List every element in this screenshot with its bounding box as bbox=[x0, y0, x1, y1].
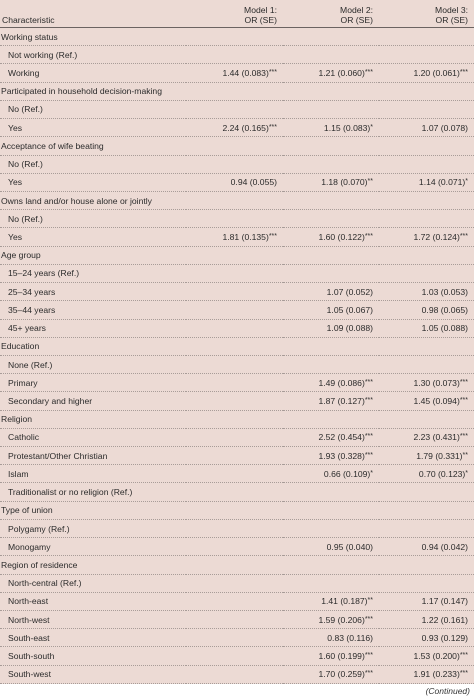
model-2-cell bbox=[283, 410, 379, 428]
model-3-cell bbox=[379, 392, 474, 410]
table-body bbox=[0, 28, 474, 684]
model-2-cell bbox=[283, 574, 379, 592]
section-label: Religion bbox=[0, 410, 186, 428]
odds-ratio-value: 1.22 (0.161) bbox=[421, 614, 468, 625]
model-3-cell bbox=[379, 556, 474, 574]
model-3-cell bbox=[379, 283, 474, 301]
odds-ratio-value: 1.20 (0.061) bbox=[413, 68, 460, 79]
significance-marker: *** bbox=[364, 451, 373, 459]
row-label: North-east bbox=[0, 592, 186, 610]
model-3-cell bbox=[379, 428, 474, 446]
model-2-cell bbox=[283, 629, 379, 647]
model-3-cell bbox=[379, 611, 474, 629]
odds-ratio-value: 1.05 (0.067) bbox=[326, 304, 373, 315]
row-label: Polygamy (Ref.) bbox=[0, 519, 186, 537]
significance-marker: *** bbox=[268, 233, 277, 241]
significance-marker: * bbox=[370, 123, 373, 131]
row-label: Secondary and higher bbox=[0, 392, 186, 410]
significance-marker: *** bbox=[459, 233, 468, 241]
model-1-cell bbox=[186, 592, 283, 610]
significance-marker: *** bbox=[459, 69, 468, 77]
model-2-cell bbox=[283, 228, 379, 246]
significance-marker: *** bbox=[268, 123, 277, 131]
model-1-cell bbox=[186, 28, 283, 46]
model-3-cell bbox=[379, 64, 474, 82]
significance-marker: *** bbox=[364, 652, 373, 660]
significance-marker: *** bbox=[459, 433, 468, 441]
odds-ratio-value: 1.59 (0.206) bbox=[318, 614, 365, 625]
odds-ratio-value: 1.70 (0.259) bbox=[318, 669, 365, 680]
model-2-cell bbox=[283, 428, 379, 446]
section-row bbox=[0, 410, 474, 428]
section-label: Type of union bbox=[0, 501, 186, 519]
significance-marker: *** bbox=[459, 378, 468, 386]
row-label: 35–44 years bbox=[0, 301, 186, 319]
model-1-cell bbox=[186, 428, 283, 446]
model-1-cell bbox=[186, 82, 283, 100]
model-2-cell bbox=[283, 501, 379, 519]
model-2-cell bbox=[283, 301, 379, 319]
table-row bbox=[0, 483, 474, 501]
odds-ratio-value: 1.87 (0.127) bbox=[318, 395, 365, 406]
model-2-cell bbox=[283, 556, 379, 574]
odds-ratio-value: 1.72 (0.124) bbox=[413, 232, 460, 243]
model-1-cell bbox=[186, 574, 283, 592]
model-1-cell bbox=[186, 246, 283, 264]
model-1-cell bbox=[186, 119, 283, 137]
significance-marker: * bbox=[465, 178, 468, 186]
model-2-cell bbox=[283, 64, 379, 82]
table-row bbox=[0, 428, 474, 446]
model-2-cell bbox=[283, 264, 379, 282]
section-label: Owns land and/or house alone or jointly bbox=[0, 191, 186, 209]
model-3-cell bbox=[379, 46, 474, 64]
model-1-cell bbox=[186, 283, 283, 301]
model-3-cell bbox=[379, 82, 474, 100]
odds-ratio-value: 1.53 (0.200) bbox=[413, 651, 460, 662]
table-row bbox=[0, 283, 474, 301]
model-1-header bbox=[186, 0, 283, 28]
model-2-cell bbox=[283, 647, 379, 665]
model-3-cell bbox=[379, 447, 474, 465]
odds-ratio-value: 1.49 (0.086) bbox=[318, 377, 365, 388]
model-3-cell bbox=[379, 246, 474, 264]
model-1-cell bbox=[186, 46, 283, 64]
model-3-cell bbox=[379, 191, 474, 209]
model-1-cell bbox=[186, 374, 283, 392]
model-2-cell bbox=[283, 283, 379, 301]
section-row bbox=[0, 28, 474, 46]
model-2-cell bbox=[283, 137, 379, 155]
model-2-cell bbox=[283, 246, 379, 264]
odds-ratio-value: 1.21 (0.060) bbox=[318, 68, 365, 79]
significance-marker: *** bbox=[459, 396, 468, 404]
table-row bbox=[0, 173, 474, 191]
model-2-cell bbox=[283, 392, 379, 410]
table-row bbox=[0, 119, 474, 137]
section-row bbox=[0, 137, 474, 155]
table-row bbox=[0, 46, 474, 64]
odds-ratio-value: 0.94 (0.042) bbox=[421, 541, 468, 552]
model-3-cell bbox=[379, 210, 474, 228]
odds-ratio-value: 1.60 (0.122) bbox=[318, 232, 365, 243]
odds-ratio-value: 0.83 (0.116) bbox=[327, 632, 373, 643]
significance-marker: *** bbox=[268, 69, 277, 77]
significance-marker: *** bbox=[364, 615, 373, 623]
odds-ratio-value: 1.09 (0.088) bbox=[326, 323, 373, 334]
model-1-cell bbox=[186, 264, 283, 282]
row-label: Monogamy bbox=[0, 538, 186, 556]
odds-ratio-value: 1.17 (0.147) bbox=[421, 596, 468, 607]
table-row bbox=[0, 228, 474, 246]
model-2-cell bbox=[283, 611, 379, 629]
model-2-cell bbox=[283, 173, 379, 191]
row-label: Islam bbox=[0, 465, 186, 483]
odds-ratio-value: 0.66 (0.109) bbox=[323, 468, 371, 479]
section-row bbox=[0, 82, 474, 100]
odds-ratio-value: 1.93 (0.328) bbox=[318, 450, 365, 461]
odds-ratio-value: 1.44 (0.083) bbox=[222, 68, 269, 79]
table-row bbox=[0, 301, 474, 319]
significance-marker: * bbox=[370, 469, 373, 477]
odds-ratio-value: 0.98 (0.065) bbox=[421, 304, 468, 315]
table-row bbox=[0, 592, 474, 610]
section-row bbox=[0, 501, 474, 519]
model-2-cell bbox=[283, 155, 379, 173]
model-1-cell bbox=[186, 137, 283, 155]
table-row bbox=[0, 210, 474, 228]
model-2-cell bbox=[283, 465, 379, 483]
model-2-name: Model 2: bbox=[340, 5, 373, 15]
odds-ratio-value: 1.18 (0.070) bbox=[321, 177, 368, 188]
model-1-cell bbox=[186, 191, 283, 209]
row-label: South-east bbox=[0, 629, 186, 647]
model-3-sub: OR (SE) bbox=[435, 15, 468, 25]
significance-marker: ** bbox=[462, 451, 468, 459]
model-1-cell bbox=[186, 355, 283, 373]
model-1-cell bbox=[186, 100, 283, 118]
table-row bbox=[0, 155, 474, 173]
row-label: Catholic bbox=[0, 428, 186, 446]
model-3-cell bbox=[379, 264, 474, 282]
model-3-cell bbox=[379, 319, 474, 337]
model-2-cell bbox=[283, 519, 379, 537]
section-label: Acceptance of wife beating bbox=[0, 137, 186, 155]
model-3-cell bbox=[379, 410, 474, 428]
row-label: No (Ref.) bbox=[0, 100, 186, 118]
row-label: North-west bbox=[0, 611, 186, 629]
model-3-cell bbox=[379, 629, 474, 647]
model-3-cell bbox=[379, 228, 474, 246]
model-3-name: Model 3: bbox=[435, 5, 468, 15]
row-label: South-south bbox=[0, 647, 186, 665]
table-header bbox=[0, 0, 474, 28]
model-1-cell bbox=[186, 301, 283, 319]
section-label: Age group bbox=[0, 246, 186, 264]
model-3-cell bbox=[379, 173, 474, 191]
section-row bbox=[0, 191, 474, 209]
row-label: South-west bbox=[0, 665, 186, 683]
section-row bbox=[0, 246, 474, 264]
row-label: 45+ years bbox=[0, 319, 186, 337]
row-label: Traditionalist or no religion (Ref.) bbox=[0, 483, 186, 501]
significance-marker: *** bbox=[459, 652, 468, 660]
model-1-cell bbox=[186, 556, 283, 574]
model-3-cell bbox=[379, 647, 474, 665]
model-2-cell bbox=[283, 355, 379, 373]
model-1-cell bbox=[186, 629, 283, 647]
row-label: Yes bbox=[0, 173, 186, 191]
row-label: Protestant/Other Christian bbox=[0, 447, 186, 465]
model-1-cell bbox=[186, 64, 283, 82]
row-label: 25–34 years bbox=[0, 283, 186, 301]
header-row bbox=[0, 0, 474, 28]
model-1-cell bbox=[186, 155, 283, 173]
model-1-cell bbox=[186, 611, 283, 629]
model-2-cell bbox=[283, 337, 379, 355]
model-3-cell bbox=[379, 665, 474, 683]
model-1-cell bbox=[186, 210, 283, 228]
section-label: Education bbox=[0, 337, 186, 355]
odds-ratio-value: 0.93 (0.129) bbox=[421, 632, 468, 643]
odds-ratio-value: 0.94 (0.055) bbox=[230, 177, 277, 188]
model-1-cell bbox=[186, 665, 283, 683]
model-1-cell bbox=[186, 465, 283, 483]
row-label: Working bbox=[0, 64, 186, 82]
odds-ratio-value: 0.70 (0.123) bbox=[418, 468, 466, 479]
odds-ratio-value: 1.81 (0.135) bbox=[222, 232, 269, 243]
model-3-cell bbox=[379, 337, 474, 355]
odds-ratio-value: 1.14 (0.071) bbox=[418, 177, 466, 188]
model-3-cell bbox=[379, 355, 474, 373]
significance-marker: *** bbox=[364, 433, 373, 441]
model-1-cell bbox=[186, 173, 283, 191]
model-3-cell bbox=[379, 501, 474, 519]
model-3-cell bbox=[379, 28, 474, 46]
model-2-cell bbox=[283, 447, 379, 465]
model-1-cell bbox=[186, 228, 283, 246]
significance-marker: ** bbox=[367, 597, 373, 605]
model-1-cell bbox=[186, 410, 283, 428]
row-label: 15–24 years (Ref.) bbox=[0, 264, 186, 282]
significance-marker: ** bbox=[367, 178, 373, 186]
model-2-cell bbox=[283, 483, 379, 501]
section-label: Participated in household decision-making bbox=[0, 82, 186, 100]
model-1-cell bbox=[186, 337, 283, 355]
table-row bbox=[0, 392, 474, 410]
odds-ratio-value: 2.52 (0.454) bbox=[318, 432, 365, 443]
model-3-cell bbox=[379, 538, 474, 556]
table-row bbox=[0, 629, 474, 647]
row-label: North-central (Ref.) bbox=[0, 574, 186, 592]
row-label: No (Ref.) bbox=[0, 155, 186, 173]
table-row bbox=[0, 447, 474, 465]
model-1-cell bbox=[186, 392, 283, 410]
model-2-sub: OR (SE) bbox=[340, 15, 373, 25]
significance-marker: *** bbox=[364, 69, 373, 77]
model-3-cell bbox=[379, 465, 474, 483]
odds-ratio-value: 1.79 (0.331) bbox=[416, 450, 463, 461]
model-2-cell bbox=[283, 28, 379, 46]
table-row bbox=[0, 665, 474, 683]
table-row bbox=[0, 64, 474, 82]
model-3-cell bbox=[379, 100, 474, 118]
row-label: None (Ref.) bbox=[0, 355, 186, 373]
model-3-cell bbox=[379, 574, 474, 592]
model-2-cell bbox=[283, 191, 379, 209]
model-1-name: Model 1: bbox=[244, 5, 277, 15]
model-2-cell bbox=[283, 592, 379, 610]
section-row bbox=[0, 337, 474, 355]
odds-ratio-value: 1.03 (0.053) bbox=[421, 286, 468, 297]
odds-ratio-value: 1.41 (0.187) bbox=[321, 596, 368, 607]
continued-note: (Continued) bbox=[425, 686, 470, 696]
model-3-cell bbox=[379, 519, 474, 537]
model-2-cell bbox=[283, 82, 379, 100]
section-row bbox=[0, 556, 474, 574]
table-row bbox=[0, 647, 474, 665]
significance-marker: *** bbox=[364, 233, 373, 241]
odds-ratio-value: 1.45 (0.094) bbox=[413, 395, 460, 406]
model-2-cell bbox=[283, 319, 379, 337]
table-row bbox=[0, 319, 474, 337]
model-2-header bbox=[283, 0, 379, 28]
table-row bbox=[0, 264, 474, 282]
model-1-cell bbox=[186, 447, 283, 465]
significance-marker: *** bbox=[364, 396, 373, 404]
model-3-cell bbox=[379, 374, 474, 392]
odds-ratio-value: 1.07 (0.078) bbox=[421, 122, 468, 133]
significance-marker: * bbox=[465, 469, 468, 477]
model-2-cell bbox=[283, 46, 379, 64]
characteristic-header: Characteristic bbox=[0, 0, 186, 28]
odds-ratio-value: 2.23 (0.431) bbox=[413, 432, 460, 443]
row-label: Yes bbox=[0, 228, 186, 246]
table-row bbox=[0, 465, 474, 483]
table-row bbox=[0, 355, 474, 373]
model-3-cell bbox=[379, 119, 474, 137]
model-2-cell bbox=[283, 374, 379, 392]
odds-ratio-value: 1.60 (0.199) bbox=[318, 651, 365, 662]
table-row bbox=[0, 519, 474, 537]
model-3-cell bbox=[379, 155, 474, 173]
model-3-header bbox=[379, 0, 474, 28]
model-1-cell bbox=[186, 501, 283, 519]
row-label: Yes bbox=[0, 119, 186, 137]
table-row bbox=[0, 374, 474, 392]
model-2-cell bbox=[283, 665, 379, 683]
table-row bbox=[0, 538, 474, 556]
significance-marker: *** bbox=[459, 670, 468, 678]
table-row bbox=[0, 574, 474, 592]
significance-marker: *** bbox=[364, 670, 373, 678]
odds-ratio-value: 1.91 (0.233) bbox=[413, 669, 460, 680]
row-label: Not working (Ref.) bbox=[0, 46, 186, 64]
model-2-cell bbox=[283, 210, 379, 228]
model-2-cell bbox=[283, 100, 379, 118]
significance-marker: *** bbox=[364, 378, 373, 386]
model-2-cell bbox=[283, 119, 379, 137]
model-3-cell bbox=[379, 137, 474, 155]
odds-ratio-value: 1.30 (0.073) bbox=[413, 377, 460, 388]
model-1-cell bbox=[186, 483, 283, 501]
odds-ratio-value: 0.95 (0.040) bbox=[326, 541, 373, 552]
section-label: Region of residence bbox=[0, 556, 186, 574]
model-1-cell bbox=[186, 538, 283, 556]
row-label: Primary bbox=[0, 374, 186, 392]
model-3-cell bbox=[379, 301, 474, 319]
table-row bbox=[0, 100, 474, 118]
model-2-cell bbox=[283, 538, 379, 556]
odds-ratio-value: 1.05 (0.088) bbox=[421, 323, 468, 334]
model-1-cell bbox=[186, 647, 283, 665]
section-label: Working status bbox=[0, 28, 186, 46]
model-3-cell bbox=[379, 592, 474, 610]
odds-ratio-value: 1.15 (0.083) bbox=[323, 122, 371, 133]
row-label: No (Ref.) bbox=[0, 210, 186, 228]
model-3-cell bbox=[379, 483, 474, 501]
model-1-cell bbox=[186, 519, 283, 537]
table-row bbox=[0, 611, 474, 629]
odds-ratio-value: 1.07 (0.052) bbox=[326, 286, 373, 297]
odds-ratio-value: 2.24 (0.165) bbox=[222, 122, 269, 133]
model-1-cell bbox=[186, 319, 283, 337]
model-1-sub: OR (SE) bbox=[244, 15, 277, 25]
